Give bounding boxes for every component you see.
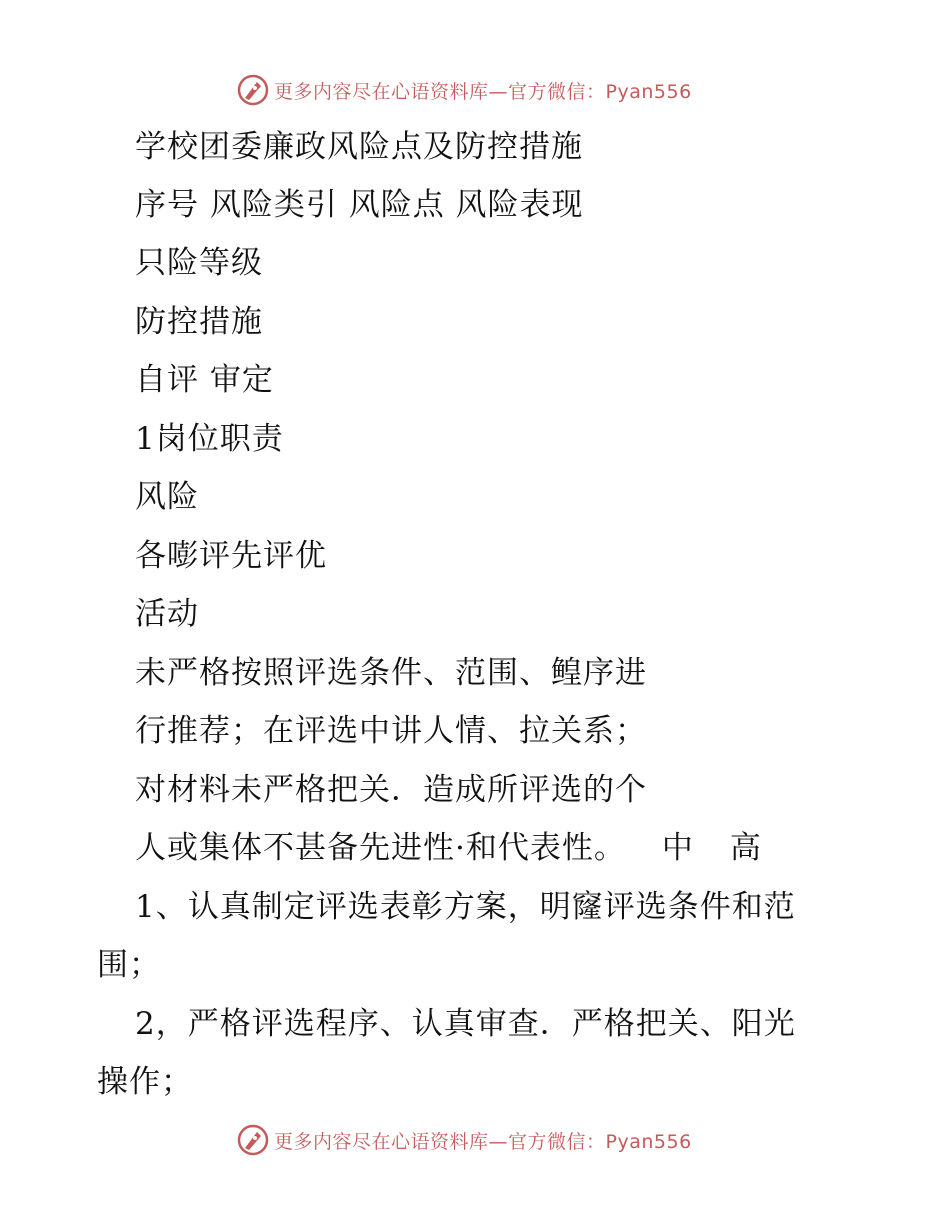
doc-line: 未严格按照评选条件、范围、鳇序进 — [135, 655, 647, 691]
doc-line: 自评 审定 — [135, 362, 274, 398]
table-header-line: 序号 风险类引 风险点 风险表现 — [135, 187, 584, 223]
doc-title: 学校团委廉政风险点及防控措施 — [135, 129, 583, 165]
footer-watermark — [236, 1120, 692, 1160]
pen-nib-logo-icon — [236, 1123, 270, 1157]
watermark-text: 更多内容尽在心语资料库—官方微信：Pyan556 — [274, 80, 692, 103]
doc-line-text: 人或集体不甚备先进性·和代表性。 — [135, 830, 626, 866]
approved-rating: 高 — [729, 830, 762, 866]
doc-line: 1岗位职责 — [135, 421, 284, 457]
measure-1-cont: 围； — [97, 947, 161, 983]
measure-2: 2，严格评选程序、认真审查．严格把关、阳光 — [135, 1006, 796, 1042]
measure-2-cont: 操作； — [97, 1064, 193, 1100]
doc-line: 各嘭评先评优 — [135, 538, 327, 574]
pen-nib-logo-icon — [236, 73, 270, 107]
doc-line: 防控措施 — [135, 304, 263, 340]
doc-line: 活动 — [135, 596, 199, 632]
header-watermark — [236, 70, 692, 110]
watermark-text: 更多内容尽在心语资料库—官方微信：Pyan556 — [274, 1130, 692, 1153]
doc-line: 只险等级 — [135, 245, 263, 281]
doc-line: 行推荐；在评选中讲人情、拉关系； — [135, 713, 647, 749]
doc-line-with-ratings — [135, 828, 762, 868]
measure-1: 1、认真制定评选表彰方案，明窿评选条件和范 — [135, 889, 796, 925]
self-rating: 中 — [661, 830, 694, 866]
doc-line: 对材料未严格把关．造成所评选的个 — [135, 772, 647, 808]
doc-line: 风险 — [135, 479, 199, 515]
